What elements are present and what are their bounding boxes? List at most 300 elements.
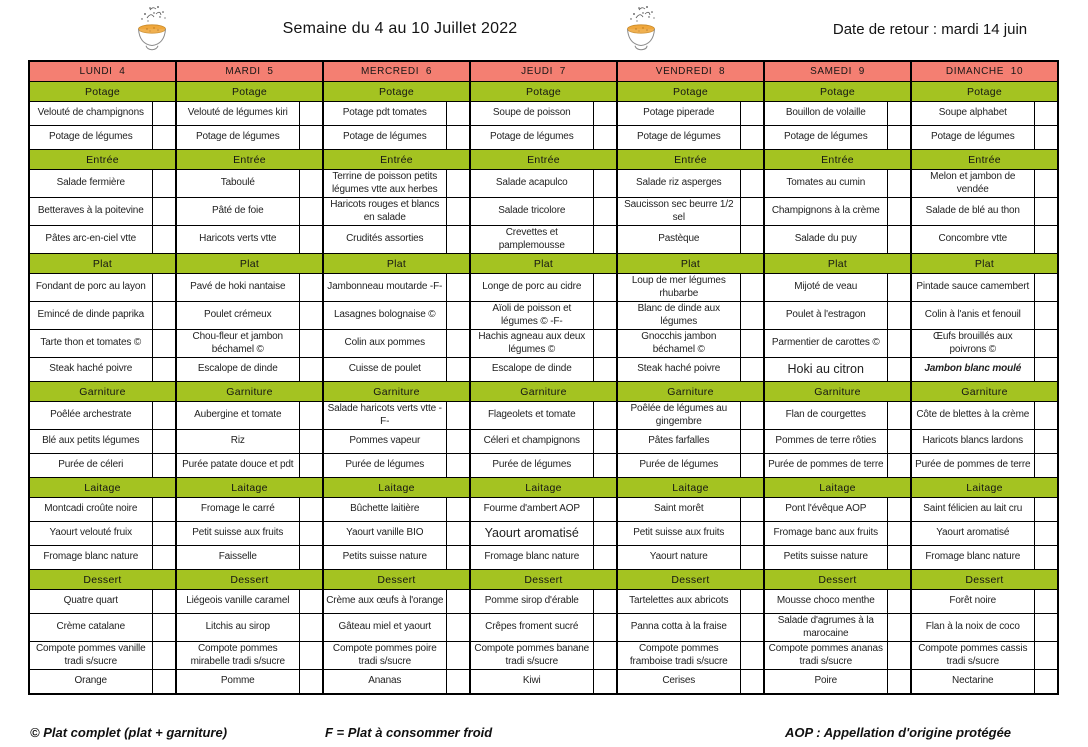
order-cell: [593, 522, 617, 546]
section-header: Garniture: [911, 382, 1058, 402]
menu-row: [29, 198, 1058, 226]
order-cell: [887, 358, 911, 382]
section-header: Potage: [617, 82, 764, 102]
menu-cell: Côte de blettes à la crème: [911, 402, 1034, 430]
menu-cell: Aubergine et tomate: [176, 402, 299, 430]
order-cell: [446, 522, 470, 546]
weekly-menu: [28, 60, 1059, 695]
order-cell: [1034, 670, 1058, 695]
menu-cell: Salade haricots verts vtte -F-: [323, 402, 446, 430]
day-header: MERCREDI 6: [323, 61, 470, 82]
menu-cell: Forêt noire: [911, 590, 1034, 614]
menu-row: [29, 358, 1058, 382]
menu-cell: Kiwi: [470, 670, 593, 695]
order-cell: [299, 358, 323, 382]
order-cell: [593, 614, 617, 642]
menu-row: [29, 454, 1058, 478]
order-cell: [446, 642, 470, 670]
menu-cell: Pâtes farfalles: [617, 430, 740, 454]
order-cell: [1034, 170, 1058, 198]
menu-table: [28, 60, 1059, 695]
section-header: Garniture: [323, 382, 470, 402]
order-cell: [740, 670, 764, 695]
menu-cell: Compote pommes poire tradi s/sucre: [323, 642, 446, 670]
order-cell: [152, 102, 176, 126]
menu-cell: Yaourt velouté fruix: [29, 522, 152, 546]
section-header: Laitage: [617, 478, 764, 498]
menu-cell: Saucisson sec beurre 1/2 sel: [617, 198, 740, 226]
menu-cell: Potage piperade: [617, 102, 740, 126]
menu-cell: Montcadi croûte noire: [29, 498, 152, 522]
menu-row: [29, 126, 1058, 150]
menu-row: [29, 590, 1058, 614]
menu-cell: Potage de légumes: [176, 126, 299, 150]
order-cell: [740, 170, 764, 198]
order-cell: [446, 126, 470, 150]
menu-cell: Steak haché poivre: [29, 358, 152, 382]
order-cell: [1034, 498, 1058, 522]
order-cell: [1034, 302, 1058, 330]
menu-cell: Crêpes froment sucré: [470, 614, 593, 642]
order-cell: [740, 198, 764, 226]
section-header: Potage: [911, 82, 1058, 102]
order-cell: [1034, 226, 1058, 254]
order-cell: [152, 614, 176, 642]
menu-cell: Flan de courgettes: [764, 402, 887, 430]
menu-cell: Hoki au citron: [764, 358, 887, 382]
order-cell: [593, 430, 617, 454]
section-header: Plat: [29, 254, 176, 274]
order-cell: [446, 454, 470, 478]
menu-cell: Soupe de poisson: [470, 102, 593, 126]
section-header: Dessert: [911, 570, 1058, 590]
menu-cell: Salade tricolore: [470, 198, 593, 226]
menu-cell: Crème catalane: [29, 614, 152, 642]
order-cell: [446, 498, 470, 522]
order-cell: [593, 454, 617, 478]
menu-cell: Purée de pommes de terre: [911, 454, 1034, 478]
menu-cell: Tomates au cumin: [764, 170, 887, 198]
order-cell: [152, 358, 176, 382]
menu-cell: Pâtes arc-en-ciel vtte: [29, 226, 152, 254]
menu-cell: Pâté de foie: [176, 198, 299, 226]
order-cell: [1034, 430, 1058, 454]
section-header: Garniture: [176, 382, 323, 402]
order-cell: [593, 170, 617, 198]
order-cell: [446, 198, 470, 226]
order-cell: [299, 670, 323, 695]
order-cell: [593, 498, 617, 522]
menu-row: [29, 430, 1058, 454]
order-cell: [152, 670, 176, 695]
menu-cell: Compote pommes banane tradi s/sucre: [470, 642, 593, 670]
section-header: Garniture: [764, 382, 911, 402]
menu-cell: Crudités assorties: [323, 226, 446, 254]
order-cell: [446, 430, 470, 454]
order-cell: [299, 498, 323, 522]
section-header: Dessert: [470, 570, 617, 590]
menu-cell: Potage pdt tomates: [323, 102, 446, 126]
day-header: MARDI 5: [176, 61, 323, 82]
order-cell: [887, 614, 911, 642]
menu-cell: Pomme sirop d'érable: [470, 590, 593, 614]
menu-cell: Panna cotta à la fraise: [617, 614, 740, 642]
menu-cell: Mousse choco menthe: [764, 590, 887, 614]
day-header: VENDREDI 8: [617, 61, 764, 82]
menu-cell: Compote pommes cassis tradi s/sucre: [911, 642, 1034, 670]
order-cell: [740, 402, 764, 430]
section-header: Dessert: [29, 570, 176, 590]
menu-cell: Compote pommes mirabelle tradi s/sucre: [176, 642, 299, 670]
legend-footer: [0, 725, 1088, 747]
menu-cell: Pavé de hoki nantaise: [176, 274, 299, 302]
section-header: Potage: [470, 82, 617, 102]
section-header: Plat: [764, 254, 911, 274]
section-header: Laitage: [323, 478, 470, 498]
order-cell: [593, 126, 617, 150]
order-cell: [1034, 614, 1058, 642]
menu-cell: Purée de pommes de terre: [764, 454, 887, 478]
menu-cell: Petits suisse nature: [323, 546, 446, 570]
legend-plat-complet: © Plat complet (plat + garniture): [30, 725, 228, 740]
menu-cell: Compote pommes ananas tradi s/sucre: [764, 642, 887, 670]
legend-plat-froid: F = Plat à consommer froid: [325, 725, 493, 740]
order-cell: [593, 642, 617, 670]
order-cell: [887, 402, 911, 430]
menu-cell: Salade fermière: [29, 170, 152, 198]
menu-cell: Purée de légumes: [470, 454, 593, 478]
menu-row: [29, 302, 1058, 330]
order-cell: [887, 126, 911, 150]
menu-cell: Saint félicien au lait cru: [911, 498, 1034, 522]
menu-cell: Gnocchis jambon béchamel ©: [617, 330, 740, 358]
order-cell: [152, 546, 176, 570]
section-header: Entrée: [176, 150, 323, 170]
order-cell: [740, 430, 764, 454]
menu-cell: Orange: [29, 670, 152, 695]
menu-cell: Jambonneau moutarde -F-: [323, 274, 446, 302]
order-cell: [299, 198, 323, 226]
section-header: Potage: [29, 82, 176, 102]
order-cell: [1034, 402, 1058, 430]
order-cell: [887, 170, 911, 198]
order-cell: [299, 454, 323, 478]
menu-cell: Bouillon de volaille: [764, 102, 887, 126]
menu-row: [29, 226, 1058, 254]
menu-cell: Saint morêt: [617, 498, 740, 522]
menu-cell: Pont l'évêque AOP: [764, 498, 887, 522]
order-cell: [152, 522, 176, 546]
order-cell: [593, 402, 617, 430]
menu-cell: Steak haché poivre: [617, 358, 740, 382]
order-cell: [446, 170, 470, 198]
menu-row: [29, 546, 1058, 570]
order-cell: [152, 198, 176, 226]
menu-cell: Betteraves à la poitevine: [29, 198, 152, 226]
order-cell: [1034, 330, 1058, 358]
menu-cell: Terrine de poisson petits légumes vtte aux herbes: [323, 170, 446, 198]
order-cell: [740, 454, 764, 478]
order-cell: [152, 226, 176, 254]
order-cell: [299, 590, 323, 614]
menu-cell: Poêlée archestrate: [29, 402, 152, 430]
menu-cell: Escalope de dinde: [470, 358, 593, 382]
menu-cell: Bûchette laitière: [323, 498, 446, 522]
order-cell: [593, 302, 617, 330]
section-header: Entrée: [764, 150, 911, 170]
order-cell: [152, 454, 176, 478]
menu-cell: Fromage blanc nature: [470, 546, 593, 570]
menu-cell: Velouté de légumes kiri: [176, 102, 299, 126]
menu-cell: Salade acapulco: [470, 170, 593, 198]
section-header: Potage: [764, 82, 911, 102]
menu-cell: Longe de porc au cidre: [470, 274, 593, 302]
order-cell: [1034, 546, 1058, 570]
menu-cell: Potage de légumes: [323, 126, 446, 150]
menu-cell: Potage de légumes: [470, 126, 593, 150]
day-header: LUNDI 4: [29, 61, 176, 82]
menu-row: [29, 274, 1058, 302]
menu-row: [29, 670, 1058, 695]
menu-cell: Pastèque: [617, 226, 740, 254]
menu-cell: Poulet crémeux: [176, 302, 299, 330]
menu-cell: Compote pommes vanille tradi s/sucre: [29, 642, 152, 670]
menu-cell: Céleri et champignons: [470, 430, 593, 454]
order-cell: [740, 330, 764, 358]
menu-row: [29, 170, 1058, 198]
soup-bowl-icon: [127, 4, 177, 54]
order-cell: [740, 126, 764, 150]
menu-cell: Tartelettes aux abricots: [617, 590, 740, 614]
section-header: Entrée: [617, 150, 764, 170]
order-cell: [887, 330, 911, 358]
menu-cell: Hachis agneau aux deux légumes ©: [470, 330, 593, 358]
menu-cell: Fromage blanc nature: [911, 546, 1034, 570]
menu-cell: Poire: [764, 670, 887, 695]
order-cell: [299, 302, 323, 330]
section-header: Potage: [176, 82, 323, 102]
order-cell: [740, 302, 764, 330]
menu-cell: Flan à la noix de coco: [911, 614, 1034, 642]
soup-bowl-icon: [616, 4, 666, 54]
order-cell: [152, 126, 176, 150]
menu-cell: Riz: [176, 430, 299, 454]
menu-cell: Escalope de dinde: [176, 358, 299, 382]
section-header: Laitage: [470, 478, 617, 498]
order-cell: [887, 522, 911, 546]
order-cell: [446, 614, 470, 642]
order-cell: [446, 226, 470, 254]
order-cell: [593, 274, 617, 302]
order-cell: [887, 546, 911, 570]
order-cell: [299, 614, 323, 642]
order-cell: [887, 198, 911, 226]
menu-cell: Cuisse de poulet: [323, 358, 446, 382]
order-cell: [1034, 126, 1058, 150]
section-header: Potage: [323, 82, 470, 102]
section-header: Laitage: [29, 478, 176, 498]
order-cell: [152, 274, 176, 302]
section-header: Laitage: [176, 478, 323, 498]
order-cell: [740, 498, 764, 522]
menu-row: [29, 330, 1058, 358]
order-cell: [446, 358, 470, 382]
order-cell: [446, 102, 470, 126]
menu-cell: Cerises: [617, 670, 740, 695]
order-cell: [740, 614, 764, 642]
menu-cell: Nectarine: [911, 670, 1034, 695]
section-header: Dessert: [176, 570, 323, 590]
menu-cell: Pommes vapeur: [323, 430, 446, 454]
order-cell: [740, 274, 764, 302]
menu-cell: Fourme d'ambert AOP: [470, 498, 593, 522]
order-cell: [593, 102, 617, 126]
section-header: Plat: [470, 254, 617, 274]
menu-cell: Emincé de dinde paprika: [29, 302, 152, 330]
menu-row: [29, 522, 1058, 546]
order-cell: [887, 274, 911, 302]
menu-cell: Pommes de terre rôties: [764, 430, 887, 454]
order-cell: [446, 274, 470, 302]
order-cell: [740, 358, 764, 382]
order-cell: [1034, 590, 1058, 614]
menu-cell: Haricots rouges et blancs en salade: [323, 198, 446, 226]
menu-cell: Petit suisse aux fruits: [176, 522, 299, 546]
menu-cell: Chou-fleur et jambon béchamel ©: [176, 330, 299, 358]
order-cell: [740, 642, 764, 670]
menu-cell: Fromage blanc nature: [29, 546, 152, 570]
legend-aop: AOP : Appellation d'origine protégée: [785, 725, 1012, 740]
order-cell: [299, 430, 323, 454]
menu-cell: Pintade sauce camembert: [911, 274, 1034, 302]
order-cell: [593, 358, 617, 382]
menu-cell: Salade d'agrumes à la marocaine: [764, 614, 887, 642]
order-cell: [593, 330, 617, 358]
order-cell: [446, 590, 470, 614]
menu-cell: Velouté de champignons: [29, 102, 152, 126]
order-cell: [887, 102, 911, 126]
menu-cell: Crème aux œufs à l'orange: [323, 590, 446, 614]
menu-row: [29, 642, 1058, 670]
day-header: DIMANCHE 10: [911, 61, 1058, 82]
order-cell: [1034, 274, 1058, 302]
menu-row: [29, 614, 1058, 642]
menu-row: [29, 102, 1058, 126]
menu-cell: Mijoté de veau: [764, 274, 887, 302]
menu-cell: Soupe alphabet: [911, 102, 1034, 126]
menu-cell: Concombre vtte: [911, 226, 1034, 254]
order-cell: [887, 430, 911, 454]
section-header: Plat: [911, 254, 1058, 274]
order-cell: [152, 430, 176, 454]
menu-cell: Faisselle: [176, 546, 299, 570]
order-cell: [299, 402, 323, 430]
order-cell: [887, 670, 911, 695]
menu-row: [29, 498, 1058, 522]
section-row: [29, 150, 1058, 170]
order-cell: [1034, 642, 1058, 670]
order-cell: [152, 302, 176, 330]
menu-cell: Petit suisse aux fruits: [617, 522, 740, 546]
order-cell: [152, 402, 176, 430]
order-cell: [446, 402, 470, 430]
menu-cell: Haricots verts vtte: [176, 226, 299, 254]
menu-cell: Yaourt nature: [617, 546, 740, 570]
section-row: [29, 382, 1058, 402]
section-row: [29, 254, 1058, 274]
order-cell: [740, 590, 764, 614]
section-header: Dessert: [764, 570, 911, 590]
order-cell: [446, 546, 470, 570]
menu-cell: Salade du puy: [764, 226, 887, 254]
order-cell: [593, 590, 617, 614]
menu-cell: Liégeois vanille caramel: [176, 590, 299, 614]
order-cell: [1034, 454, 1058, 478]
menu-cell: Jambon blanc moulé: [911, 358, 1034, 382]
order-cell: [299, 546, 323, 570]
order-cell: [299, 170, 323, 198]
menu-cell: Salade de blé au thon: [911, 198, 1034, 226]
menu-cell: Parmentier de carottes ©: [764, 330, 887, 358]
menu-cell: Potage de légumes: [29, 126, 152, 150]
menu-cell: Yaourt aromatisé: [470, 522, 593, 546]
menu-cell: Colin aux pommes: [323, 330, 446, 358]
section-header: Entrée: [29, 150, 176, 170]
order-cell: [299, 226, 323, 254]
menu-cell: Potage de légumes: [764, 126, 887, 150]
section-header: Dessert: [323, 570, 470, 590]
order-cell: [299, 274, 323, 302]
day-header: JEUDI 7: [470, 61, 617, 82]
section-header: Garniture: [470, 382, 617, 402]
order-cell: [299, 330, 323, 358]
section-row: [29, 570, 1058, 590]
order-cell: [887, 590, 911, 614]
menu-cell: Flageolets et tomate: [470, 402, 593, 430]
order-cell: [887, 454, 911, 478]
page-header: [0, 0, 1088, 58]
order-cell: [152, 590, 176, 614]
menu-cell: Crevettes et pamplemousse: [470, 226, 593, 254]
section-header: Laitage: [764, 478, 911, 498]
order-cell: [740, 226, 764, 254]
menu-cell: Litchis au sirop: [176, 614, 299, 642]
menu-cell: Œufs brouillés aux poivrons ©: [911, 330, 1034, 358]
section-row: [29, 478, 1058, 498]
order-cell: [152, 330, 176, 358]
menu-cell: Fromage banc aux fruits: [764, 522, 887, 546]
section-header: Laitage: [911, 478, 1058, 498]
menu-cell: Melon et jambon de vendée: [911, 170, 1034, 198]
section-row: [29, 82, 1058, 102]
order-cell: [152, 170, 176, 198]
menu-cell: Poulet à l'estragon: [764, 302, 887, 330]
order-cell: [299, 642, 323, 670]
menu-cell: Potage de légumes: [911, 126, 1034, 150]
section-header: Entrée: [323, 150, 470, 170]
order-cell: [593, 546, 617, 570]
order-cell: [593, 670, 617, 695]
order-cell: [1034, 522, 1058, 546]
menu-cell: Pomme: [176, 670, 299, 695]
menu-cell: Taboulé: [176, 170, 299, 198]
menu-cell: Blanc de dinde aux légumes: [617, 302, 740, 330]
menu-cell: Tarte thon et tomates ©: [29, 330, 152, 358]
section-header: Plat: [617, 254, 764, 274]
menu-cell: Salade riz asperges: [617, 170, 740, 198]
menu-cell: Poêlée de légumes au gingembre: [617, 402, 740, 430]
order-cell: [593, 226, 617, 254]
